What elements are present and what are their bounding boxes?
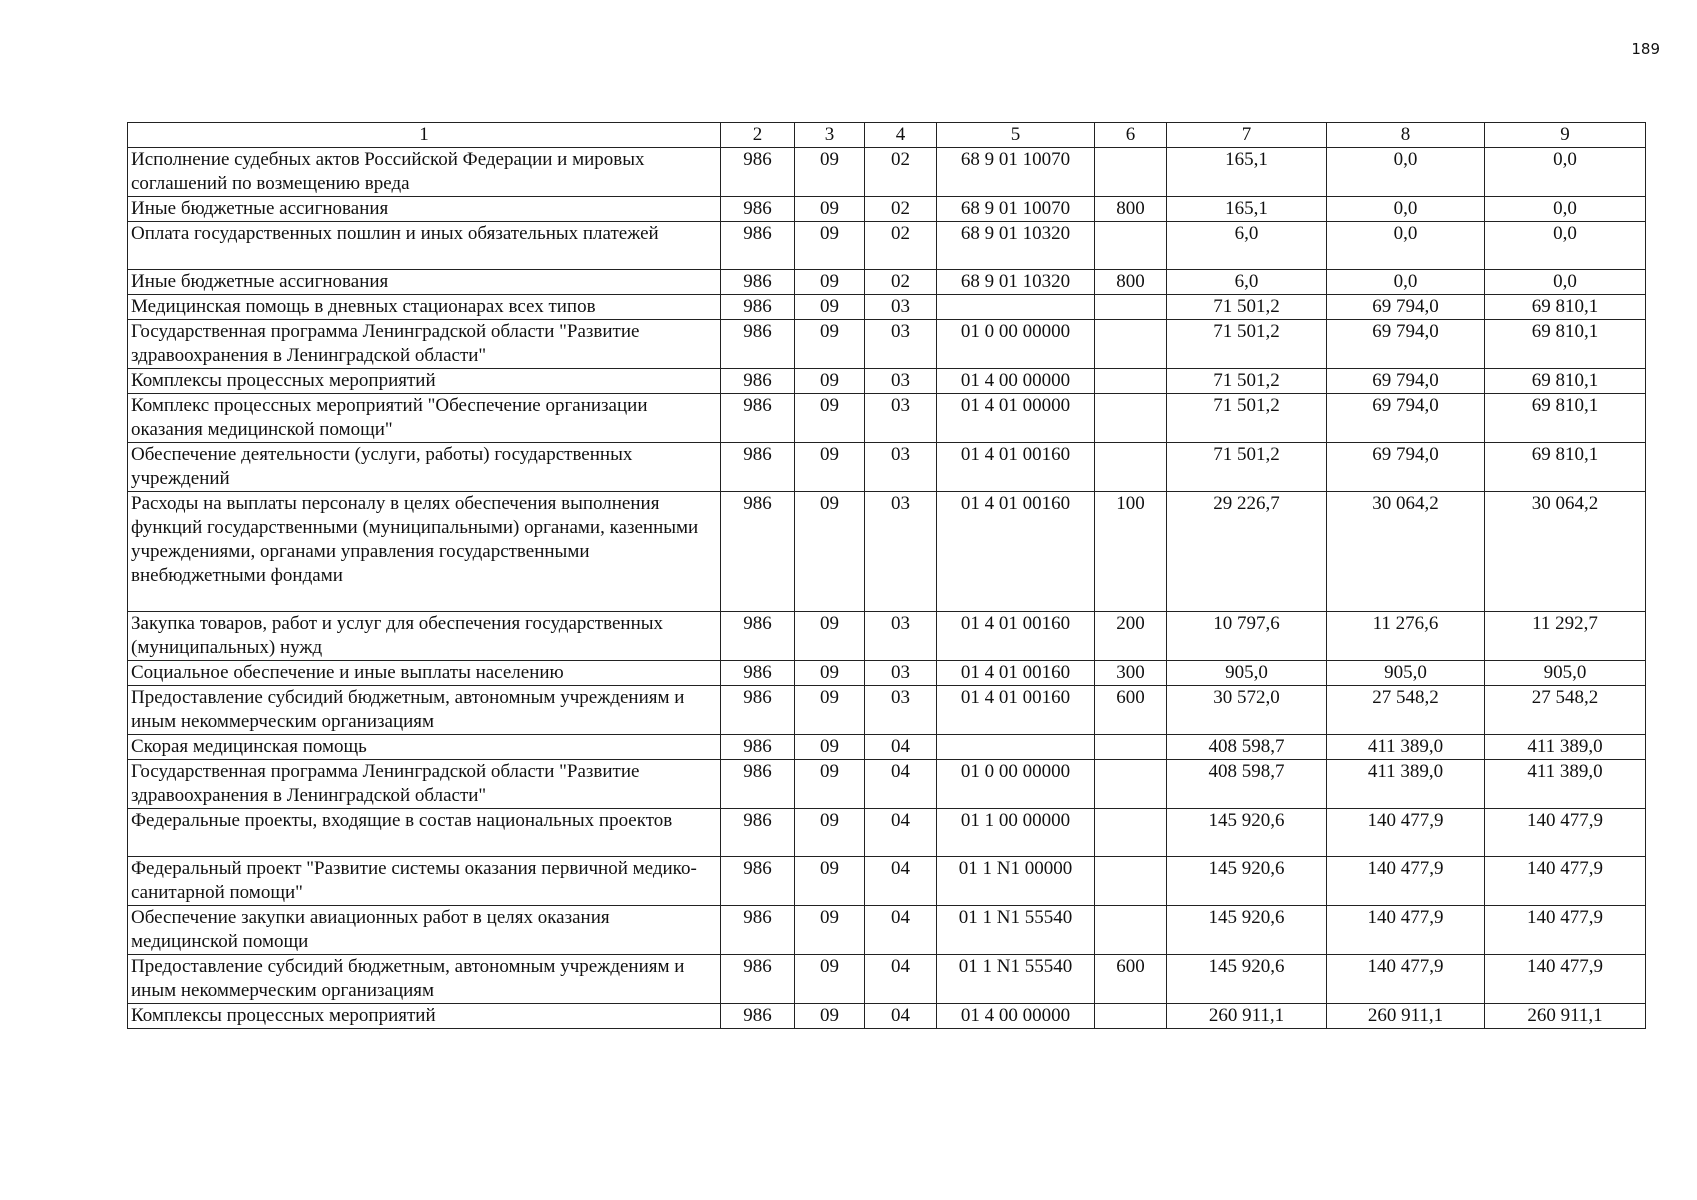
amount-col9: 905,0: [1485, 661, 1646, 686]
code-target: 01 1 N1 00000: [937, 857, 1095, 906]
code-subsection: 03: [865, 686, 937, 735]
amount-col8: 905,0: [1327, 661, 1485, 686]
code-target: 68 9 01 10320: [937, 222, 1095, 270]
table-row: [128, 1004, 1646, 1029]
code-expense-type: [1095, 148, 1167, 197]
code-expense-type: 300: [1095, 661, 1167, 686]
amount-col9: 0,0: [1485, 197, 1646, 222]
code-subsection: 04: [865, 906, 937, 955]
code-target: 01 4 00 00000: [937, 369, 1095, 394]
code-subsection: 03: [865, 443, 937, 492]
amount-col9: 69 810,1: [1485, 320, 1646, 369]
code-target: 01 4 01 00160: [937, 661, 1095, 686]
code-target: 01 4 01 00160: [937, 686, 1095, 735]
amount-col8: 69 794,0: [1327, 443, 1485, 492]
amount-col8: 30 064,2: [1327, 492, 1485, 612]
row-name: Федеральные проекты, входящие в состав национальных проектов: [128, 809, 721, 857]
amount-col9: 140 477,9: [1485, 857, 1646, 906]
amount-col9: 27 548,2: [1485, 686, 1646, 735]
code-target: 68 9 01 10070: [937, 148, 1095, 197]
amount-col8: 140 477,9: [1327, 809, 1485, 857]
row-name: Расходы на выплаты персоналу в целях обеспечения выполнения функций государственными (муниципальными) органами, казенными учреждениями, органами управления государственными внебюджетными фондами: [128, 492, 721, 612]
amount-col9: 260 911,1: [1485, 1004, 1646, 1029]
code-subsection: 03: [865, 612, 937, 661]
code-expense-type: [1095, 369, 1167, 394]
code-target: 01 1 N1 55540: [937, 906, 1095, 955]
amount-col9: 30 064,2: [1485, 492, 1646, 612]
amount-col8: 140 477,9: [1327, 857, 1485, 906]
header-row: [128, 123, 1646, 148]
code-subsection: 03: [865, 369, 937, 394]
code-admin: 986: [721, 197, 795, 222]
table-row: [128, 320, 1646, 369]
row-name: Исполнение судебных актов Российской Федерации и мировых соглашений по возмещению вреда: [128, 148, 721, 197]
code-expense-type: [1095, 222, 1167, 270]
row-name: Обеспечение закупки авиационных работ в целях оказания медицинской помощи: [128, 906, 721, 955]
code-subsection: 04: [865, 735, 937, 760]
amount-col8: 69 794,0: [1327, 320, 1485, 369]
amount-col7: 145 920,6: [1167, 809, 1327, 857]
code-admin: 986: [721, 661, 795, 686]
table-row: [128, 661, 1646, 686]
amount-col8: 69 794,0: [1327, 369, 1485, 394]
amount-col8: 0,0: [1327, 148, 1485, 197]
code-expense-type: 600: [1095, 686, 1167, 735]
code-admin: 986: [721, 857, 795, 906]
code-target: 68 9 01 10320: [937, 270, 1095, 295]
amount-col9: 140 477,9: [1485, 809, 1646, 857]
table-row: [128, 270, 1646, 295]
code-section: 09: [795, 197, 865, 222]
code-section: 09: [795, 955, 865, 1004]
code-target: 01 4 01 00160: [937, 443, 1095, 492]
code-subsection: 03: [865, 295, 937, 320]
table-row: [128, 760, 1646, 809]
column-header: 9: [1485, 123, 1646, 148]
amount-col8: 411 389,0: [1327, 760, 1485, 809]
code-expense-type: [1095, 394, 1167, 443]
row-name: Оплата государственных пошлин и иных обязательных платежей: [128, 222, 721, 270]
amount-col7: 29 226,7: [1167, 492, 1327, 612]
table-row: [128, 443, 1646, 492]
amount-col9: 69 810,1: [1485, 394, 1646, 443]
amount-col9: 0,0: [1485, 270, 1646, 295]
row-name: Комплексы процессных мероприятий: [128, 369, 721, 394]
table-row: [128, 906, 1646, 955]
code-subsection: 02: [865, 148, 937, 197]
code-target: [937, 735, 1095, 760]
row-name: Иные бюджетные ассигнования: [128, 197, 721, 222]
amount-col7: 71 501,2: [1167, 394, 1327, 443]
amount-col7: 10 797,6: [1167, 612, 1327, 661]
code-subsection: 02: [865, 270, 937, 295]
amount-col7: 165,1: [1167, 148, 1327, 197]
table-row: [128, 857, 1646, 906]
amount-col8: 27 548,2: [1327, 686, 1485, 735]
amount-col9: 69 810,1: [1485, 369, 1646, 394]
code-section: 09: [795, 760, 865, 809]
code-target: 01 1 00 00000: [937, 809, 1095, 857]
table-row: [128, 369, 1646, 394]
code-section: 09: [795, 686, 865, 735]
code-admin: 986: [721, 686, 795, 735]
code-target: 01 4 01 00160: [937, 612, 1095, 661]
code-section: 09: [795, 369, 865, 394]
code-admin: 986: [721, 1004, 795, 1029]
code-expense-type: [1095, 906, 1167, 955]
code-target: 01 0 00 00000: [937, 760, 1095, 809]
table-row: [128, 222, 1646, 270]
table-row: [128, 295, 1646, 320]
table-row: [128, 735, 1646, 760]
code-admin: 986: [721, 612, 795, 661]
code-expense-type: [1095, 857, 1167, 906]
amount-col8: 69 794,0: [1327, 394, 1485, 443]
code-section: 09: [795, 492, 865, 612]
amount-col7: 905,0: [1167, 661, 1327, 686]
code-admin: 986: [721, 394, 795, 443]
code-subsection: 04: [865, 955, 937, 1004]
code-target: 01 4 00 00000: [937, 1004, 1095, 1029]
amount-col8: 11 276,6: [1327, 612, 1485, 661]
code-section: 09: [795, 443, 865, 492]
amount-col7: 145 920,6: [1167, 906, 1327, 955]
table-body: [128, 148, 1646, 1029]
code-admin: 986: [721, 148, 795, 197]
table-row: [128, 394, 1646, 443]
amount-col7: 260 911,1: [1167, 1004, 1327, 1029]
column-header: 5: [937, 123, 1095, 148]
column-header: 4: [865, 123, 937, 148]
table-row: [128, 809, 1646, 857]
amount-col9: 411 389,0: [1485, 760, 1646, 809]
amount-col7: 408 598,7: [1167, 735, 1327, 760]
code-section: 09: [795, 1004, 865, 1029]
table-row: [128, 492, 1646, 612]
amount-col9: 0,0: [1485, 148, 1646, 197]
code-expense-type: 200: [1095, 612, 1167, 661]
amount-col8: 69 794,0: [1327, 295, 1485, 320]
amount-col9: 11 292,7: [1485, 612, 1646, 661]
amount-col7: 6,0: [1167, 222, 1327, 270]
code-target: 68 9 01 10070: [937, 197, 1095, 222]
code-section: 09: [795, 394, 865, 443]
amount-col7: 71 501,2: [1167, 320, 1327, 369]
code-section: 09: [795, 320, 865, 369]
amount-col7: 71 501,2: [1167, 295, 1327, 320]
row-name: Медицинская помощь в дневных стационарах всех типов: [128, 295, 721, 320]
code-section: 09: [795, 906, 865, 955]
code-subsection: 04: [865, 857, 937, 906]
code-expense-type: [1095, 295, 1167, 320]
amount-col9: 411 389,0: [1485, 735, 1646, 760]
code-subsection: 02: [865, 197, 937, 222]
amount-col9: 140 477,9: [1485, 906, 1646, 955]
code-target: 01 0 00 00000: [937, 320, 1095, 369]
row-name: Скорая медицинская помощь: [128, 735, 721, 760]
amount-col9: 140 477,9: [1485, 955, 1646, 1004]
code-subsection: 03: [865, 661, 937, 686]
code-subsection: 03: [865, 320, 937, 369]
page-number: 189: [1631, 40, 1660, 58]
code-admin: 986: [721, 735, 795, 760]
column-header: 8: [1327, 123, 1485, 148]
code-subsection: 03: [865, 492, 937, 612]
code-section: 09: [795, 612, 865, 661]
code-subsection: 02: [865, 222, 937, 270]
column-header: 6: [1095, 123, 1167, 148]
row-name: Иные бюджетные ассигнования: [128, 270, 721, 295]
amount-col9: 69 810,1: [1485, 443, 1646, 492]
column-header: 2: [721, 123, 795, 148]
code-section: 09: [795, 270, 865, 295]
table-row: [128, 955, 1646, 1004]
table-row: [128, 148, 1646, 197]
code-section: 09: [795, 661, 865, 686]
row-name: Федеральный проект "Развитие системы оказания первичной медико-санитарной помощи": [128, 857, 721, 906]
amount-col9: 69 810,1: [1485, 295, 1646, 320]
code-expense-type: [1095, 443, 1167, 492]
row-name: Комплекс процессных мероприятий "Обеспечение организации оказания медицинской помощи": [128, 394, 721, 443]
code-expense-type: [1095, 760, 1167, 809]
table-row: [128, 686, 1646, 735]
code-admin: 986: [721, 955, 795, 1004]
code-section: 09: [795, 735, 865, 760]
code-section: 09: [795, 222, 865, 270]
amount-col7: 145 920,6: [1167, 857, 1327, 906]
code-section: 09: [795, 295, 865, 320]
code-expense-type: [1095, 1004, 1167, 1029]
code-expense-type: [1095, 320, 1167, 369]
code-expense-type: 800: [1095, 197, 1167, 222]
code-subsection: 04: [865, 809, 937, 857]
code-admin: 986: [721, 222, 795, 270]
column-header: 7: [1167, 123, 1327, 148]
code-section: 09: [795, 148, 865, 197]
column-header: 1: [128, 123, 721, 148]
code-expense-type: 600: [1095, 955, 1167, 1004]
code-admin: 986: [721, 270, 795, 295]
amount-col8: 411 389,0: [1327, 735, 1485, 760]
code-target: 01 1 N1 55540: [937, 955, 1095, 1004]
amount-col7: 145 920,6: [1167, 955, 1327, 1004]
row-name: Социальное обеспечение и иные выплаты населению: [128, 661, 721, 686]
code-subsection: 04: [865, 760, 937, 809]
amount-col8: 0,0: [1327, 197, 1485, 222]
code-admin: 986: [721, 295, 795, 320]
table-row: [128, 197, 1646, 222]
amount-col7: 30 572,0: [1167, 686, 1327, 735]
row-name: Обеспечение деятельности (услуги, работы) государственных учреждений: [128, 443, 721, 492]
code-admin: 986: [721, 320, 795, 369]
code-expense-type: 800: [1095, 270, 1167, 295]
row-name: Закупка товаров, работ и услуг для обеспечения государственных (муниципальных) нужд: [128, 612, 721, 661]
code-admin: 986: [721, 443, 795, 492]
code-subsection: 04: [865, 1004, 937, 1029]
amount-col9: 0,0: [1485, 222, 1646, 270]
amount-col7: 6,0: [1167, 270, 1327, 295]
code-target: 01 4 01 00000: [937, 394, 1095, 443]
code-subsection: 03: [865, 394, 937, 443]
amount-col8: 0,0: [1327, 270, 1485, 295]
code-target: 01 4 01 00160: [937, 492, 1095, 612]
code-expense-type: [1095, 735, 1167, 760]
row-name: Комплексы процессных мероприятий: [128, 1004, 721, 1029]
code-admin: 986: [721, 492, 795, 612]
code-section: 09: [795, 809, 865, 857]
code-section: 09: [795, 857, 865, 906]
amount-col8: 140 477,9: [1327, 955, 1485, 1004]
code-admin: 986: [721, 369, 795, 394]
amount-col7: 408 598,7: [1167, 760, 1327, 809]
code-admin: 986: [721, 809, 795, 857]
amount-col7: 165,1: [1167, 197, 1327, 222]
code-expense-type: [1095, 809, 1167, 857]
budget-table: [127, 122, 1646, 1029]
amount-col7: 71 501,2: [1167, 369, 1327, 394]
code-admin: 986: [721, 906, 795, 955]
code-expense-type: 100: [1095, 492, 1167, 612]
row-name: Предоставление субсидий бюджетным, автономным учреждениям и иным некоммерческим организациям: [128, 955, 721, 1004]
row-name: Государственная программа Ленинградской области "Развитие здравоохранения в Ленинградской области": [128, 320, 721, 369]
amount-col8: 140 477,9: [1327, 906, 1485, 955]
code-admin: 986: [721, 760, 795, 809]
column-header: 3: [795, 123, 865, 148]
amount-col7: 71 501,2: [1167, 443, 1327, 492]
amount-col8: 260 911,1: [1327, 1004, 1485, 1029]
amount-col8: 0,0: [1327, 222, 1485, 270]
row-name: Предоставление субсидий бюджетным, автономным учреждениям и иным некоммерческим организациям: [128, 686, 721, 735]
row-name: Государственная программа Ленинградской области "Развитие здравоохранения в Ленинградской области": [128, 760, 721, 809]
code-target: [937, 295, 1095, 320]
table-row: [128, 612, 1646, 661]
